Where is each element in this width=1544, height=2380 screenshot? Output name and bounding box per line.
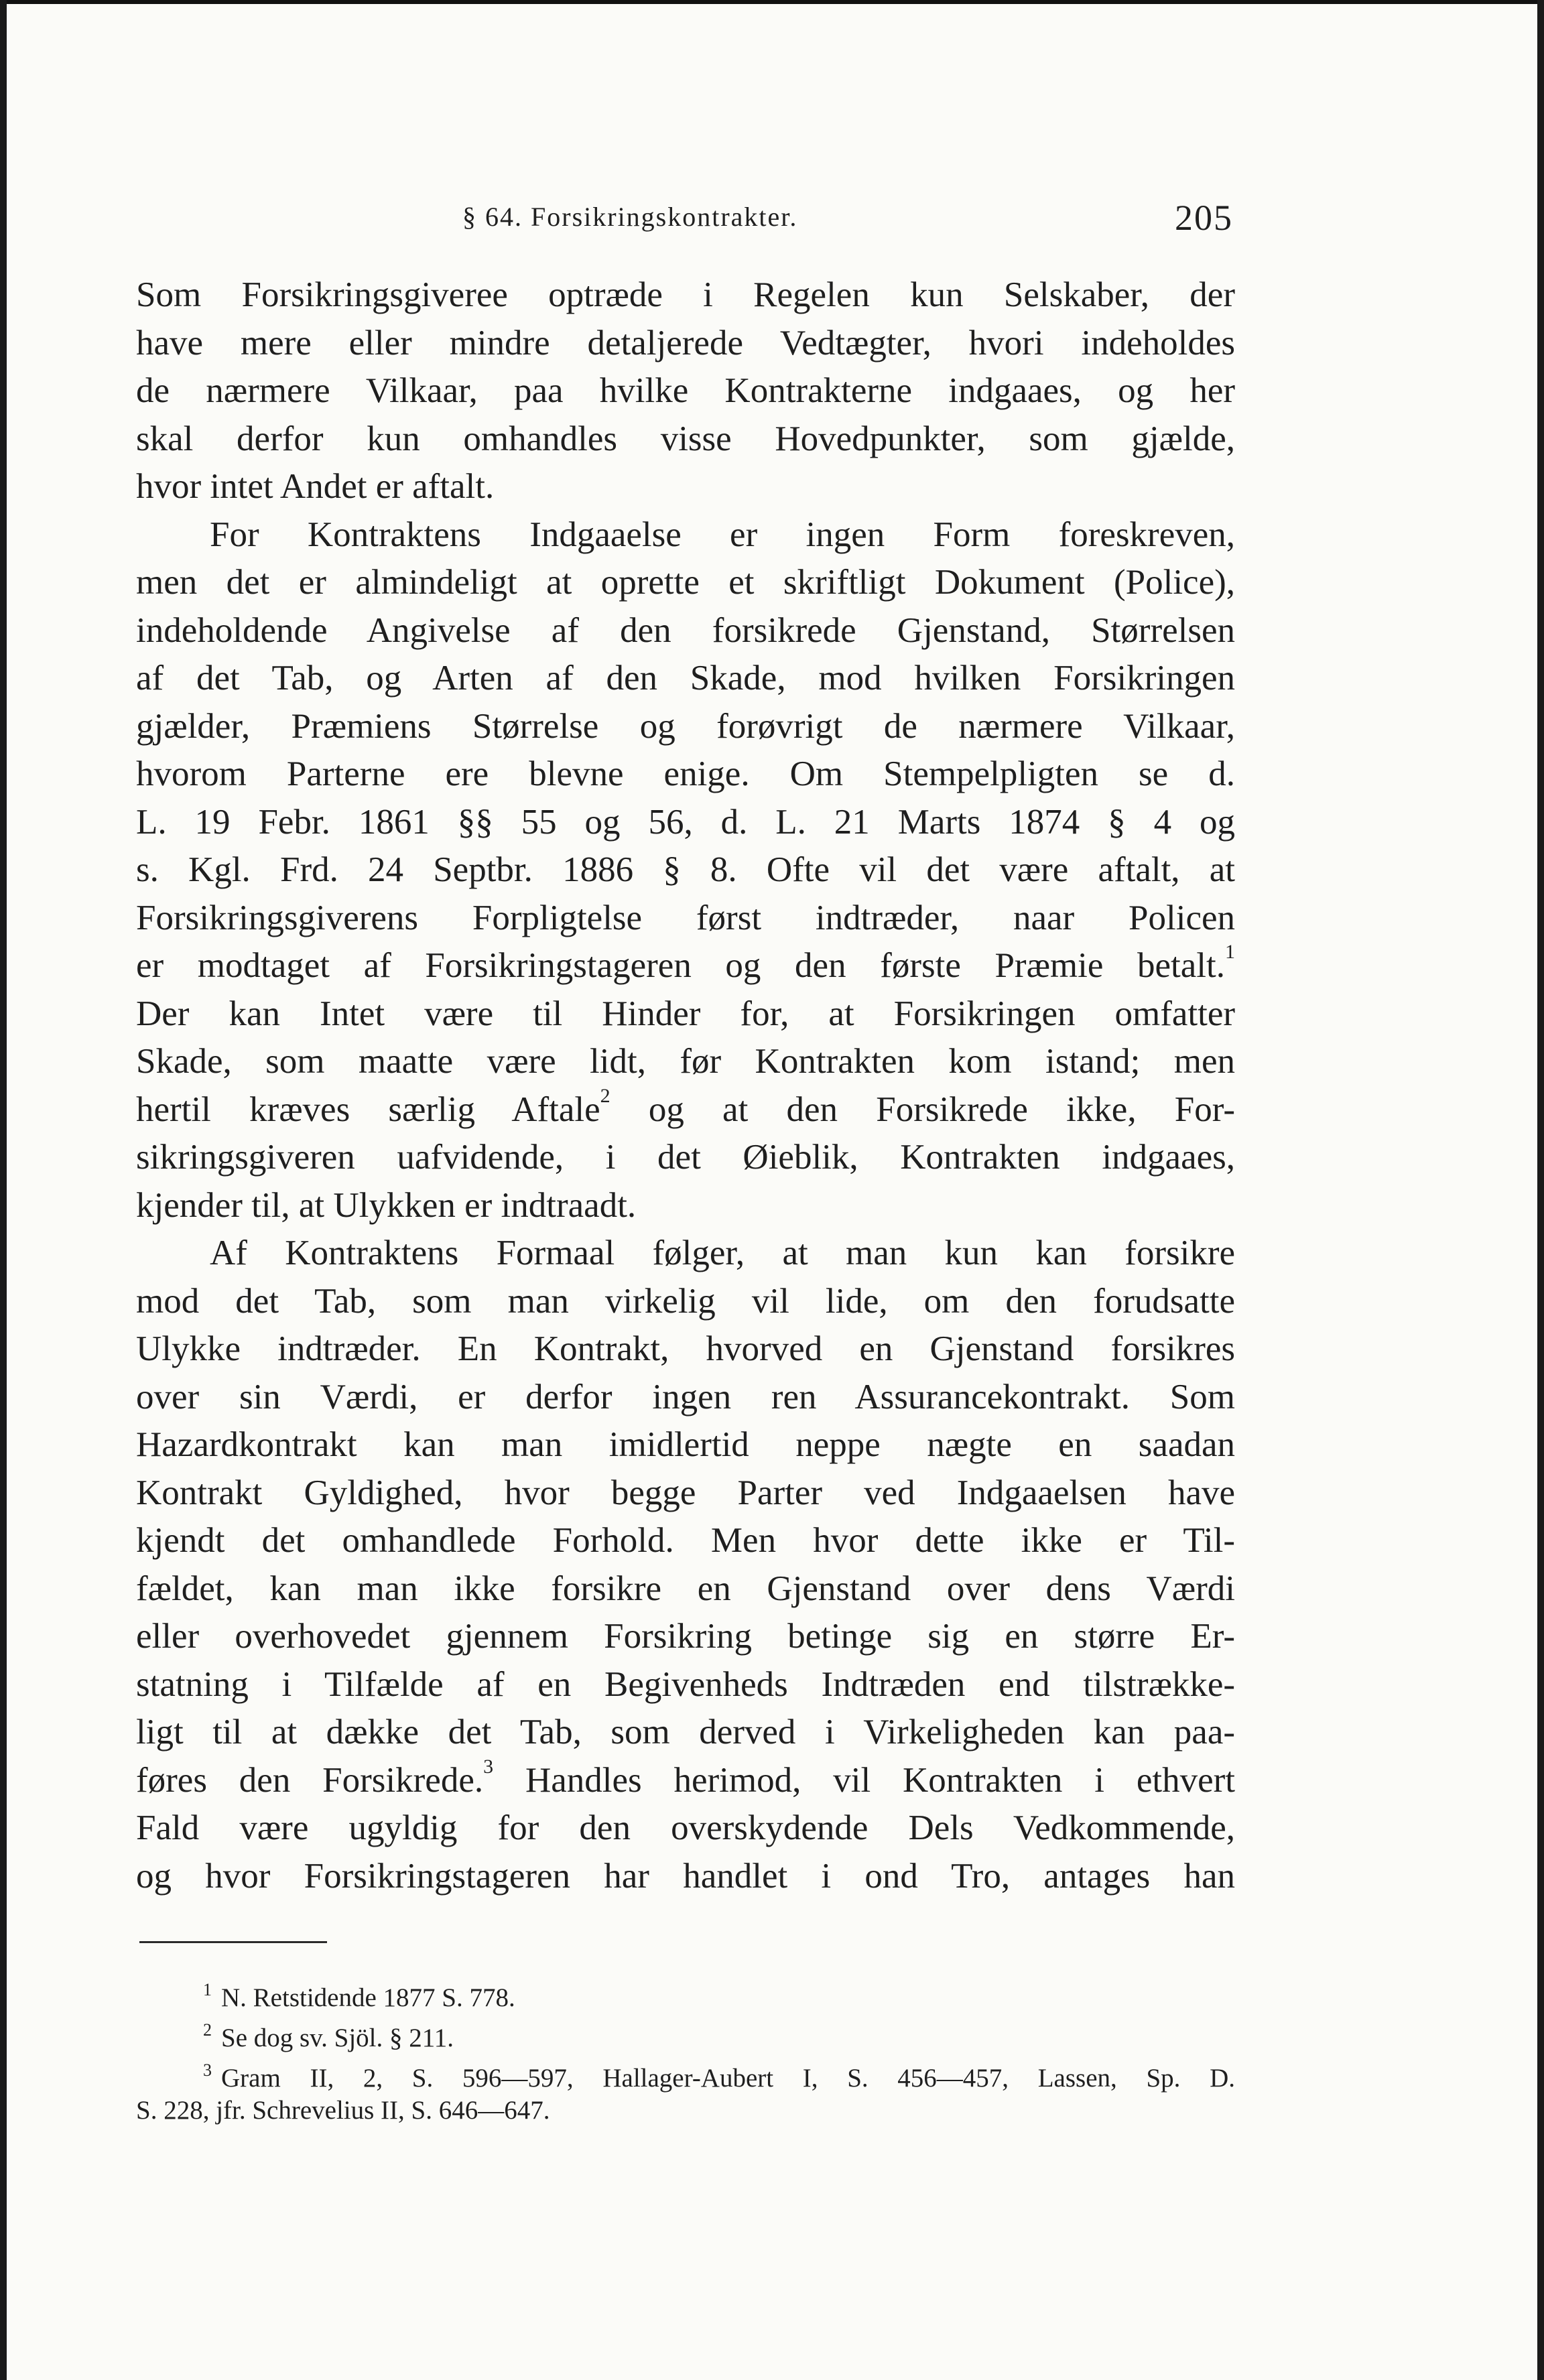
text-line: Skade, som maatte være lidt, før Kontrakten kom istand; men [136, 1042, 1235, 1081]
text-line: kjender til, at Ulykken er indtraadt. [136, 1185, 637, 1225]
running-head: § 64. Forsikringskontrakter. [462, 202, 798, 232]
text-line: sikringsgiveren uafvidende, i det Øieblik, Kontrakten indgaaes, [136, 1138, 1235, 1177]
text-segment: Handles herimod, vil Kontrakten i ethvert [525, 1760, 1236, 1800]
text-line: hvor intet Andet er aftalt. [136, 467, 495, 506]
text-line: Som Forsikringsgiveree optræde i Regelen kun Selskaber, der [136, 275, 1235, 314]
scan-edge-left [0, 0, 7, 2380]
footnote-number: 1 [203, 1980, 212, 1999]
text-segment: føres den Forsikrede. [136, 1760, 484, 1800]
text-line: s. Kgl. Frd. 24 Septbr. 1886 § 8. Ofte vil det være aftalt, at [136, 850, 1235, 889]
scan-edge-top [0, 0, 1544, 4]
text-line: Af Kontraktens Formaal følger, at man kun kan forsikre [210, 1234, 1235, 1272]
text-line: Hazardkontrakt kan man imidlertid neppe nægte en saadan [136, 1425, 1235, 1464]
footnote-divider [139, 1941, 327, 1943]
page-header [134, 198, 1233, 255]
text-line: Ulykke indtræder. En Kontrakt, hvorved en Gjenstand forsikres [136, 1329, 1235, 1368]
footnote-text: Gram II, 2, S. 596—597, Hallager-Aubert I, S. 456—457, Lassen, Sp. D. [221, 2064, 1235, 2093]
footnote-marker: 2 [600, 1084, 610, 1107]
text-line: Fald være ugyldig for den overskydende Dels Vedkommende, [136, 1808, 1235, 1847]
text-line: have mere eller mindre detaljerede Vedtægter, hvori indeholdes [136, 323, 1235, 362]
text-line: Kontrakt Gyldighed, hvor begge Parter ved Indgaaelsen have [136, 1473, 1235, 1512]
footnotes [136, 1970, 1235, 2131]
text-segment: er modtaget af Forsikringstageren og den første Præmie betalt. [136, 946, 1225, 985]
text-line: Der kan Intet være til Hinder for, at Forsikringen omfatter [136, 994, 1235, 1033]
page-number: 205 [1175, 198, 1233, 238]
text-line: L. 19 Febr. 1861 §§ 55 og 56, d. L. 21 Marts 1874 § 4 og [136, 802, 1235, 842]
text-line: fældet, kan man ikke forsikre en Gjenstand over dens Værdi [136, 1569, 1235, 1608]
footnote-3 [136, 2050, 1235, 2091]
text-line: og hvor Forsikringstageren har handlet i ond Tro, antages han [136, 1856, 1235, 1896]
footnote-marker: 1 [1225, 941, 1235, 963]
footnote-2 [136, 2010, 1235, 2050]
text-line: statning i Tilfælde af en Begivenheds Indtræden end tilstrække- [136, 1664, 1235, 1704]
footnote-marker: 3 [483, 1755, 494, 1778]
footnote-text: N. Retstidende 1877 S. 778. [221, 1983, 515, 2012]
text-line: gjælder, Præmiens Størrelse og forøvrigt de nærmere Vilkaar, [136, 706, 1235, 746]
footnote-3-continued: S. 228, jfr. Schrevelius II, S. 646—647. [136, 2096, 550, 2125]
text-line: men det er almindeligt at oprette et skriftligt Dokument (Police), [136, 563, 1235, 602]
text-line: af det Tab, og Arten af den Skade, mod hvilken Forsikringen [136, 659, 1235, 698]
text-line: over sin Værdi, er derfor ingen ren Assurancekontrakt. Som [136, 1377, 1235, 1416]
text-line [136, 1757, 1235, 1805]
text-line: For Kontraktens Indgaaelse er ingen Form foreskreven, [210, 515, 1235, 554]
text-line [136, 1086, 1235, 1134]
text-line: mod det Tab, som man virkelig vil lide, om den forudsatte [136, 1281, 1235, 1321]
footnote-number: 2 [203, 2020, 212, 2040]
text-line: ligt til at dække det Tab, som derved i Virkeligheden kan paa- [136, 1713, 1235, 1751]
text-segment: og at den Forsikrede ikke, For- [648, 1089, 1235, 1129]
footnote-text: Se dog sv. Sjöl. § 211. [221, 2024, 454, 2052]
text-line: Forsikringsgiverens Forpligtelse først indtræder, naar Policen [136, 898, 1235, 937]
text-line: de nærmere Vilkaar, paa hvilke Kontrakterne indgaaes, og her [136, 371, 1235, 410]
footnote-1 [136, 1970, 1235, 2010]
text-line: hvorom Parterne ere blevne enige. Om Stempelpligten se d. [136, 754, 1235, 793]
text-line: kjendt det omhandlede Forhold. Men hvor dette ikke er Til- [136, 1521, 1235, 1560]
text-line [136, 942, 1235, 990]
text-segment: hertil kræves særlig Aftale [136, 1089, 600, 1129]
text-line: indeholdende Angivelse af den forsikrede Gjenstand, Størrelsen [136, 610, 1235, 650]
text-line: eller overhovedet gjennem Forsikring betinge sig en større Er- [136, 1617, 1235, 1656]
scan-edge-right [1537, 0, 1544, 2380]
footnote-number: 3 [203, 2060, 212, 2080]
text-line: skal derfor kun omhandles visse Hovedpunkter, som gjælde, [136, 419, 1235, 458]
body-text [136, 271, 1235, 1900]
